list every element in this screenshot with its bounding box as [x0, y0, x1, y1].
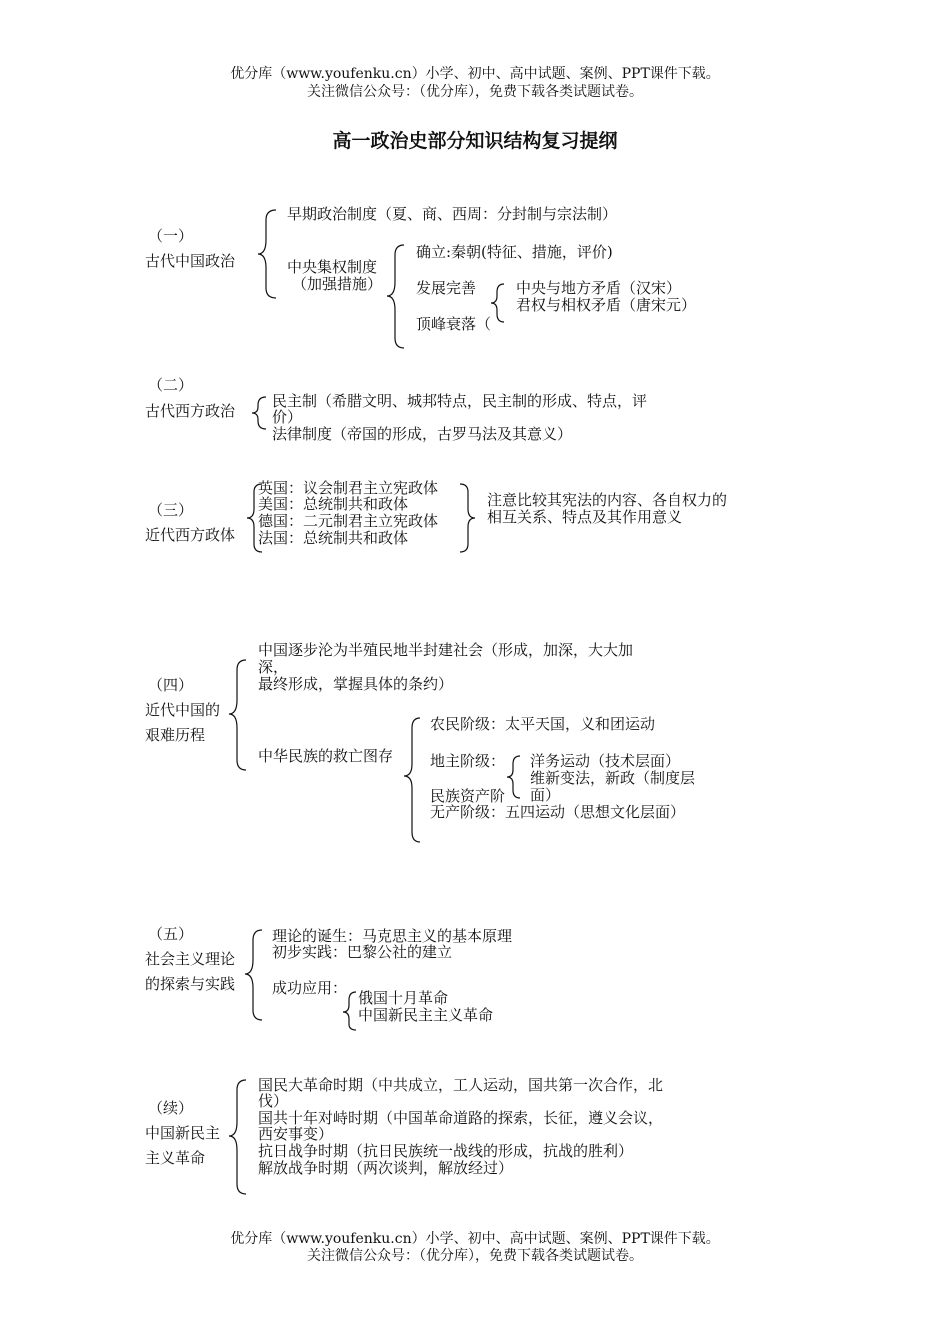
s1-name: 古代中国政治	[145, 252, 236, 270]
s3-de: 德国：二元制君主立宪政体	[258, 512, 439, 530]
s5-name-2: 的探索与实践	[145, 975, 236, 993]
brace-s1-central	[387, 245, 404, 348]
s4-landlord: 地主阶级：	[430, 752, 506, 770]
s1-central-sub: （加强措施）	[292, 275, 383, 293]
s1-develop: 发展完善	[416, 279, 477, 297]
s4-yangwu: 洋务运动（技术层面）	[530, 752, 681, 770]
page-title: 高一政治史部分知识结构复习提纲	[332, 130, 618, 152]
s6-name-2: 主义革命	[145, 1149, 206, 1167]
s1-number: （一）	[148, 227, 194, 245]
s4-item-1a: 中国逐步沦为半殖民地半封建社会（形成，加深，大大加	[258, 641, 634, 659]
footer-line-1: 优分库（www.youfenku.cn）小学、初中、高中试题、案例、PPT课件下载。	[230, 1231, 720, 1247]
s2-item-1b: 价）	[272, 408, 303, 426]
s4-reform: 维新变法，新政（制度层	[530, 769, 696, 787]
s6-period-1b: 伐）	[258, 1092, 289, 1110]
header-line-2: 关注微信公众号：（优分库），免费下载各类试题试卷。	[307, 84, 643, 100]
s6-period-2b: 西安事变）	[258, 1125, 334, 1143]
header-line-1: 优分库（www.youfenku.cn）小学、初中、高中试题、案例、PPT课件下载。	[230, 66, 720, 82]
s4-number: （四）	[148, 676, 194, 694]
s4-proletariat: 无产阶级：五四运动（思想文化层面）	[430, 803, 686, 821]
s1-peak: 顶峰衰落（	[416, 315, 492, 333]
s1-central: 中央集权制度	[287, 258, 378, 276]
s4-reform-2: 面）	[530, 786, 561, 804]
s1-early: 早期政治制度（夏、商、西周：分封制与宗法制）	[287, 205, 618, 223]
s4-peasant: 农民阶级：太平天国，义和团运动	[430, 715, 656, 733]
brace-s4-landlord	[507, 756, 520, 798]
s4-name-2: 艰难历程	[145, 726, 206, 744]
s5-theory: 理论的诞生：马克思主义的基本原理	[272, 927, 513, 945]
s4-name-1: 近代中国的	[145, 701, 221, 719]
s6-period-1a: 国民大革命时期（中共成立，工人运动，国共第一次合作，北	[258, 1076, 664, 1094]
s3-number: （三）	[148, 501, 194, 519]
s5-name-1: 社会主义理论	[145, 950, 236, 968]
s5-russia: 俄国十月革命	[358, 989, 449, 1007]
s2-item-2: 法律制度（帝国的形成，古罗马法及其意义）	[272, 425, 573, 443]
s3-fr: 法国：总统制共和政体	[258, 529, 409, 547]
s5-practice: 初步实践：巴黎公社的建立	[272, 943, 453, 961]
brace-s6	[229, 1080, 246, 1194]
s1-conflict-1: 中央与地方矛盾（汉宋）	[516, 279, 682, 297]
brace-s5-apply	[343, 992, 356, 1030]
s2-item-1a: 民主制（希腊文明、城邦特点，民主制的形成、特点，评	[272, 392, 648, 410]
brace-s1-main	[258, 210, 276, 298]
s4-bourgeois: 民族资产阶	[430, 787, 506, 805]
brace-s3-right	[460, 484, 475, 552]
s4-item-1c: 最终形成，掌握具体的条约）	[258, 675, 454, 693]
footer-line-2: 关注微信公众号：（优分库），免费下载各类试题试卷。	[307, 1248, 643, 1264]
s6-period-4: 解放战争时期（两次谈判，解放经过）	[258, 1159, 514, 1177]
s1-establish: 确立:秦朝(特征、措施，评价)	[416, 243, 613, 261]
s5-china: 中国新民主主义革命	[358, 1006, 494, 1024]
s3-uk: 英国：议会制君主立宪政体	[258, 479, 439, 497]
s2-name: 古代西方政治	[145, 402, 236, 420]
s5-number: （五）	[148, 925, 194, 943]
s2-number: （二）	[148, 376, 194, 394]
s6-number: （续）	[148, 1099, 194, 1117]
s4-save: 中华民族的救亡图存	[258, 747, 394, 765]
s3-note: 注意比较其宪法的内容、各自权力的相互关系、特点及其作用意义	[487, 491, 728, 526]
s6-period-3: 抗日战争时期（抗日民族统一战线的形成，抗战的胜利）	[258, 1142, 634, 1160]
brace-s4-save	[404, 718, 420, 842]
brace-s2	[252, 397, 266, 429]
s3-name: 近代西方政体	[145, 526, 236, 544]
s6-name-1: 中国新民主	[145, 1124, 221, 1142]
s3-us: 美国：总统制共和政体	[258, 495, 409, 513]
s6-period-2a: 国共十年对峙时期（中国革命道路的探索，长征，遵义会议，	[258, 1109, 664, 1127]
s1-conflict-2: 君权与相权矛盾（唐宋元）	[516, 296, 697, 314]
brace-s4-main	[229, 660, 246, 770]
brace-s5-main	[245, 930, 262, 1020]
brace-s1-conflict	[491, 284, 504, 322]
s4-item-1b: 深，	[258, 658, 289, 676]
s5-apply: 成功应用：	[272, 979, 348, 997]
